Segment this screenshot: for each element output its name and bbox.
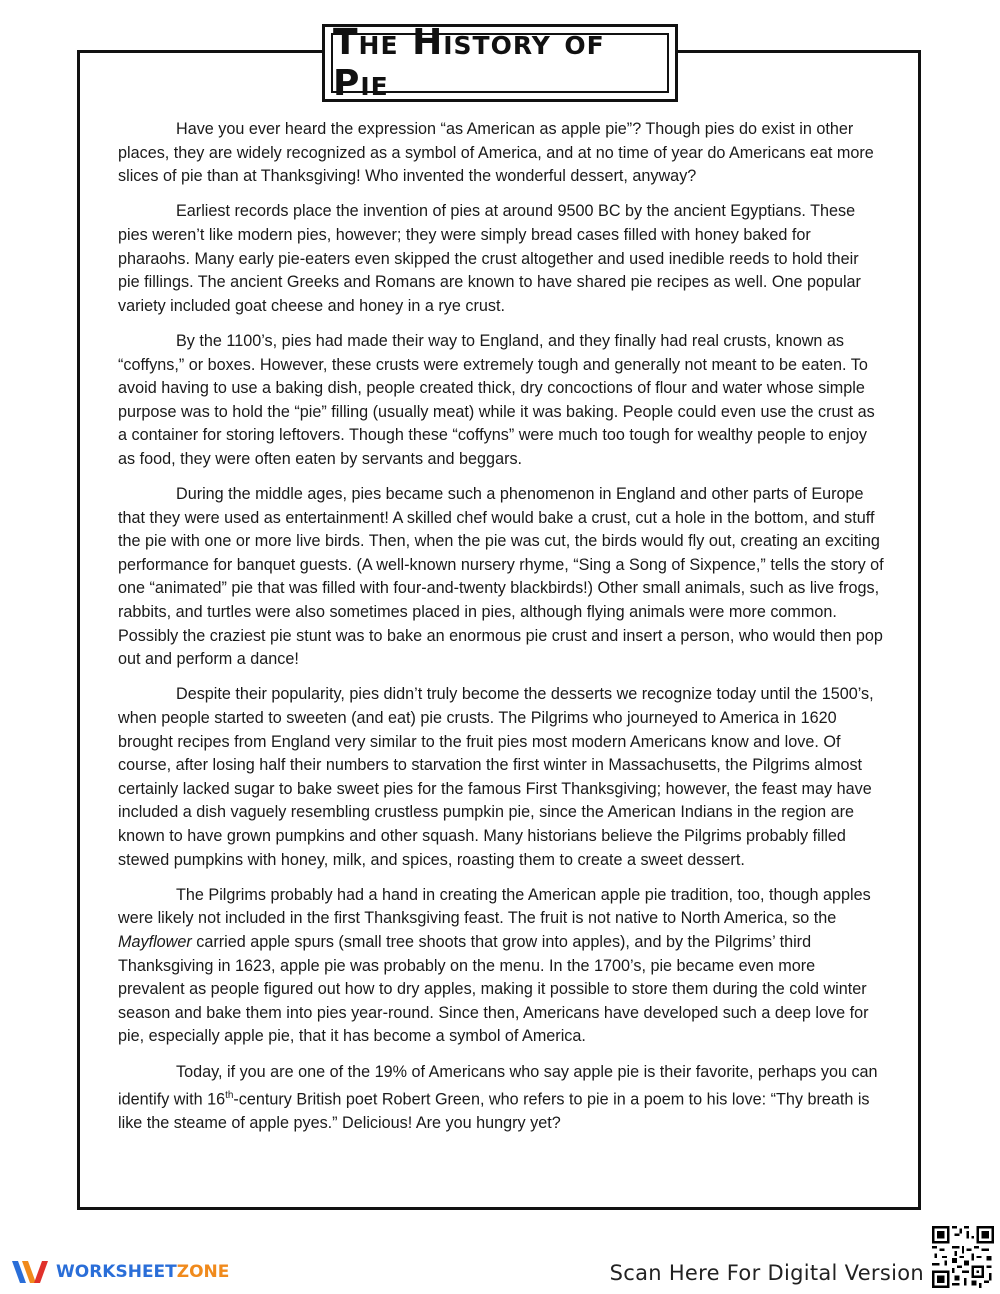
paragraph-2: Earliest records place the invention of pies at around 9500 BC by the ancient Egyptians. These pies weren’t like modern pies, however; they were simply bread cases filled with honey baked for pharaohs. Many early pie-eaters even skipped the crust altogether and used inedible reeds to hold their pie fillings. The ancient Greeks and Romans are known to have shared pie recipes as well. One popular variety included goat cheese and honey in a rye crust. <box>118 202 861 315</box>
mayflower-italic: Mayflower <box>118 932 192 951</box>
paragraph-7-part-1: Today, if you are one of the 19% of Americans who say apple pie is their favorite, perhaps you can identify with 16 <box>118 1062 878 1109</box>
brand-name-part-2: ZONE <box>176 1262 230 1282</box>
brand-name <box>56 1262 229 1282</box>
paragraph-6 <box>118 884 884 1049</box>
title-box <box>322 24 678 102</box>
ordinal-superscript: th <box>225 1090 234 1102</box>
paragraph-7-part-2: -century British poet Robert Green, who refers to pie in a poem to his love: “Thy breath is like the steame of apple pyes.” Delicious! Are you hungry yet? <box>118 1090 870 1133</box>
paragraph-1: Have you ever heard the expression “as American as apple pie”? Though pies do exist in other places, they are widely recognized as a symbol of America, and at no time of year do Americans eat more slices of pie than at Thanksgiving! Who invented the wonderful dessert, anyway? <box>118 120 874 186</box>
qr-code-icon[interactable] <box>932 1226 994 1288</box>
scan-instruction: Scan Here For Digital Version <box>609 1261 924 1285</box>
paragraph-6-part-1: The Pilgrims probably had a hand in creating the American apple pie tradition, too, though apples were likely not included in the first Thanksgiving feast. The fruit is not native to North America, so the <box>118 885 871 928</box>
paragraph-3: By the 1100’s, pies had made their way to England, and they finally had real crusts, known as “coffyns,” or boxes. However, these crusts were extremely tough and generally not meant to be eaten. To avoid having to use a baking dish, people created thick, dry concoctions of flour and water whose simple purpose was to hold the “pie” filling (usually meat) while it was baking. People could even use the crust as a container for storing leftovers. Though these “coffyns” were much too tough for wealthy people to enjoy as food, they were often eaten by servants and beggars. <box>118 331 875 468</box>
paragraph-4: During the middle ages, pies became such a phenomenon in England and other parts of Europe that they were used as entertainment! A skilled chef would bake a crust, cut a hole in the bottom, and stuff the pie with one or more live birds. Then, when the pie was cut, the birds would fly out, creating an exciting performance for banquet guests. (A well-known nursery rhyme, “Sing a Song of Sixpence,” tells the story of one “animated” pie that was filled with four-and-twenty blackbirds!) Other small animals, such as live frogs, rabbits, and turtles were also sometimes placed in pies, although flying animals were more common. Possibly the craziest pie stunt was to bake an enormous pie crust and insert a person, who would then pop out and perform a dance! <box>118 485 884 669</box>
paragraph-6-part-2: carried apple spurs (small tree shoots that grow into apples), and by the Pilgrims’ third Thanksgiving in 1623, apple pie was probably on the menu. In the 1700’s, pie became even more prevalent as people figured out how to dry apples, making it possible to store them during the cold winter season and bake them into pies year-round. Since then, Americans have developed such a deep love for pie, especially apple pie, that it has become a symbol of America. <box>118 932 869 1046</box>
brand-name-part-1: WORKSHEET <box>56 1262 177 1282</box>
title-inner-border <box>331 22 669 104</box>
worksheetzone-logo[interactable] <box>10 1255 229 1289</box>
page-title: The History of Pie <box>333 22 605 104</box>
paragraph-7 <box>118 1061 884 1136</box>
paragraph-5: Despite their popularity, pies didn’t truly become the desserts we recognize today until the 1500’s, when people started to sweeten (and eat) pie crusts. The Pilgrims who journeyed to America in 1620 brought recipes from England very similar to the fruit pies most modern Americans know and love. Of course, after losing half their numbers to starvation the first winter in Massachusetts, the Pilgrims almost certainly lacked sugar to bake sweet pies for the famous First Thanksgiving; however, the feast may have included a dish vaguely resembling crustless pumpkin pie, since the American Indians in the region are known to have grown pumpkins and other squash. Many historians believe the Pilgrims probably filled stewed pumpkins with honey, milk, and spices, roasting them to create a sweet dessert. <box>118 685 874 869</box>
article-body <box>118 118 884 1147</box>
worksheetzone-logo-icon <box>10 1257 50 1287</box>
